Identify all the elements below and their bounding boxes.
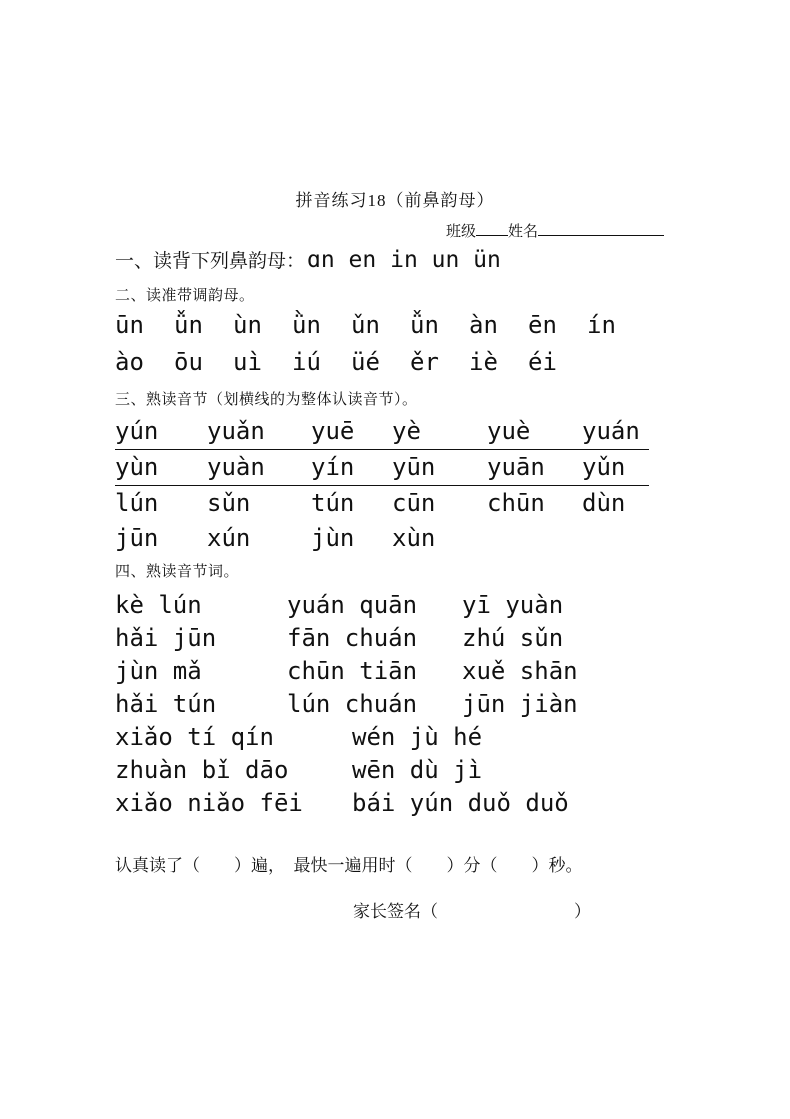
pinyin-token: ǚn: [174, 311, 203, 339]
pinyin-token: xiǎo niǎo fēi: [115, 789, 303, 817]
syllable-row: [115, 486, 649, 521]
pinyin-token: zhú sǔn: [462, 624, 564, 652]
name-blank-line: [538, 220, 664, 236]
pinyin-token: uì: [233, 348, 262, 376]
pinyin-token: ǚn: [410, 311, 439, 339]
pinyin-token: àn: [469, 311, 498, 339]
pinyin-token: wēn dù jì: [352, 756, 483, 784]
pinyin-token: ěr: [410, 348, 439, 376]
pinyin-token: ǔn: [351, 311, 380, 339]
pinyin-token: lún: [115, 489, 159, 517]
pinyin-token: lún chuán: [287, 690, 418, 718]
pinyin-token: ào: [115, 348, 144, 376]
pinyin-token: xuě shān: [462, 657, 578, 685]
word-row: [115, 655, 677, 688]
pinyin-token: jùn mǎ: [115, 657, 202, 685]
section3-heading: 三、熟读音节（划横线的为整体认读音节）。: [115, 392, 418, 408]
pinyin-token: yuè: [487, 417, 531, 445]
section1-line: [115, 246, 677, 280]
pinyin-token: yuán quān: [287, 591, 418, 619]
word-row: [115, 787, 677, 820]
pinyin-token: yūn: [392, 453, 436, 481]
class-blank-line: [476, 220, 508, 236]
pinyin-token: ōu: [174, 348, 203, 376]
pinyin-token: jūn: [115, 524, 159, 552]
pinyin-token: yuē: [311, 417, 355, 445]
pinyin-token: jūn jiàn: [462, 690, 578, 718]
word-row: [115, 688, 677, 721]
pinyin-token: ǜn: [292, 311, 321, 339]
pinyin-token: üé: [351, 348, 380, 376]
pinyin-token: chūn: [487, 489, 545, 517]
pinyin-token: ín: [587, 311, 616, 339]
syllable-row-underlined: [115, 450, 649, 486]
pinyin-token: iú: [292, 348, 321, 376]
pinyin-token: xún: [207, 524, 251, 552]
section1-finals: ɑn en in un ün: [307, 247, 501, 273]
pinyin-token: éi: [528, 348, 557, 376]
pinyin-token: yuān: [487, 453, 545, 481]
parent-signature-line: 家长签名（ ）: [353, 902, 591, 921]
section2-heading: 二、读准带调韵母。: [115, 288, 255, 304]
pinyin-token: yín: [311, 453, 355, 481]
pinyin-token: xiǎo tí qín: [115, 723, 274, 751]
pinyin-token: chūn tiān: [287, 657, 418, 685]
pinyin-token: yǔn: [582, 453, 626, 481]
toned-finals-row: [115, 307, 677, 344]
pinyin-token: yuàn: [207, 453, 265, 481]
pinyin-token: bái yún duǒ duǒ: [352, 789, 569, 817]
reading-stats-line: 认真读了（ ）遍， 最快一遍用时（ ）分（ ）秒。: [115, 856, 583, 875]
syllable-row-underlined: [115, 414, 649, 450]
pinyin-token: yī yuàn: [462, 591, 564, 619]
pinyin-token: kè lún: [115, 591, 202, 619]
syllable-row: [115, 521, 649, 556]
pinyin-token: yuǎn: [207, 417, 265, 445]
section4-heading: 四、熟读音节词。: [115, 564, 240, 580]
pinyin-token: yè: [392, 417, 421, 445]
pinyin-token: zhuàn bǐ dāo: [115, 756, 289, 784]
word-row: [115, 622, 677, 655]
pinyin-token: xùn: [392, 524, 436, 552]
pinyin-token: dùn: [582, 489, 626, 517]
toned-finals-row: [115, 344, 677, 381]
pinyin-token: ūn: [115, 311, 144, 339]
section1-heading: 一、读背下列鼻韵母：: [115, 251, 306, 272]
class-label: 班级: [446, 224, 477, 240]
pinyin-token: cūn: [392, 489, 436, 517]
pinyin-token: jùn: [311, 524, 355, 552]
page-title: 拼音练习18（前鼻韵母）: [295, 191, 495, 210]
word-row: [115, 721, 677, 754]
pinyin-token: ùn: [233, 311, 262, 339]
pinyin-token: yún: [115, 417, 159, 445]
pinyin-token: wén jù hé: [352, 723, 483, 751]
pinyin-token: sǔn: [207, 489, 251, 517]
word-row: [115, 754, 677, 787]
pinyin-token: ēn: [528, 311, 557, 339]
class-name-line: [446, 220, 664, 241]
pinyin-token: hǎi jūn: [115, 624, 217, 652]
pinyin-token: yùn: [115, 453, 159, 481]
pinyin-token: hǎi tún: [115, 690, 217, 718]
worksheet-content: [115, 246, 677, 922]
pinyin-token: tún: [311, 489, 355, 517]
pinyin-token: yuán: [582, 417, 640, 445]
pinyin-token: fān chuán: [287, 624, 418, 652]
word-row: [115, 589, 677, 622]
name-label: 姓名: [508, 224, 539, 240]
pinyin-token: iè: [469, 348, 498, 376]
